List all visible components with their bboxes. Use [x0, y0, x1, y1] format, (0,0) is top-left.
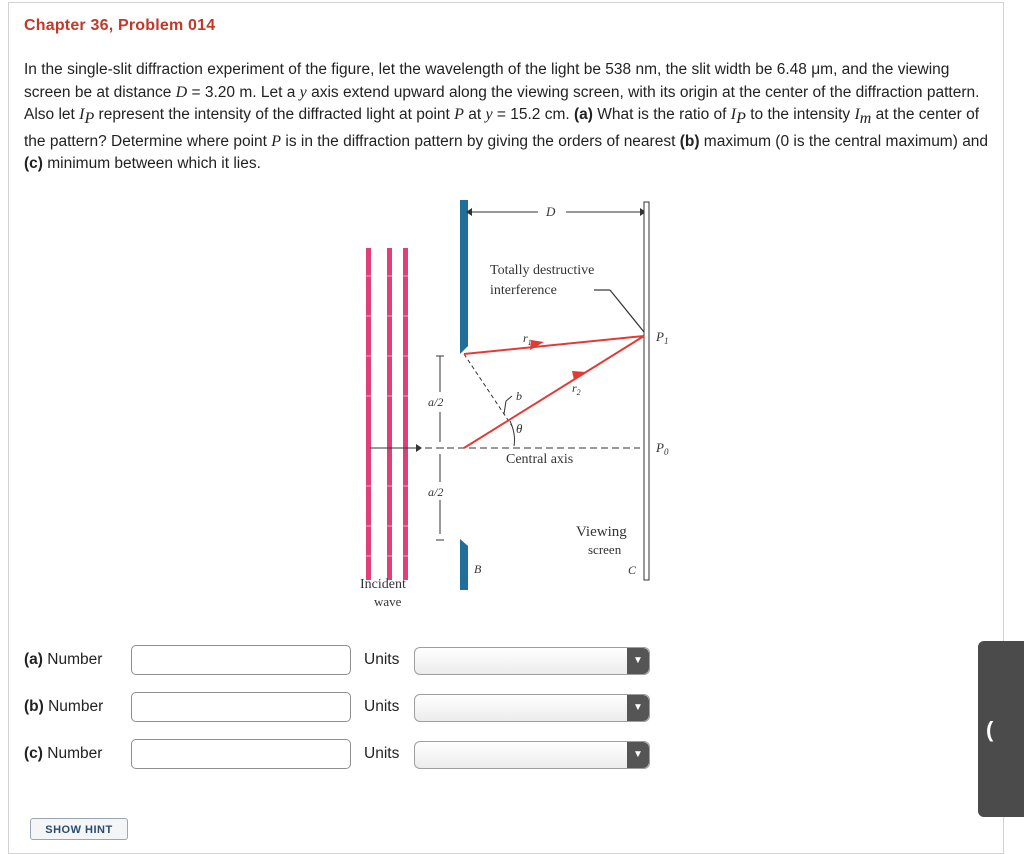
answer-c-input[interactable] [131, 739, 351, 769]
answer-b-input[interactable] [131, 692, 351, 722]
side-panel-tab[interactable] [978, 641, 1024, 817]
theta-label: θ [516, 421, 523, 436]
b-barrier-label: B [474, 562, 482, 576]
p1-label: $P_1$ [656, 329, 669, 346]
b-label: b [516, 389, 522, 403]
slit-barrier [460, 200, 468, 590]
incident-label: Incident [360, 577, 406, 592]
problem-title: Chapter 36, Problem 014 [24, 17, 216, 34]
units-b-label: Units [364, 698, 400, 715]
chevron-down-icon: ▼ [627, 648, 649, 674]
central-axis-label: Central axis [506, 452, 574, 467]
r2-label: $r_2$ [572, 381, 581, 397]
incident-wavefronts [366, 248, 422, 580]
units-b-select[interactable] [414, 694, 650, 722]
r1-label: $r_1$ [523, 331, 532, 347]
chevron-down-icon: ▼ [627, 742, 649, 768]
interference-label: interference [490, 283, 557, 298]
answer-a-input[interactable] [131, 645, 351, 675]
viewing-label: Viewing [576, 524, 627, 540]
path-difference-line [464, 354, 512, 426]
a-half-top-label: a/2 [428, 395, 444, 409]
c-label: C [628, 563, 637, 577]
viewing-screen [644, 202, 649, 580]
problem-statement: In the single-slit diffraction experiment of the figure, let the wavelength of the light be 538 nm, the slit width be 6.48 μm, and the viewing screen be at distance D = 3.20 m. Let a y axis extend upward along the viewing screen, with its origin at the center of the diffraction pattern. Also let $I_P$ represent the intensity of the diffracted light at point P at y = 15.2 cm. (a) What is the ratio of $I_P$ to the intensity $I_m$ at the center of the pattern? Determine where point P is in the diffraction pattern by giving the orders of nearest (b) maximum (0 is the central maximum) and (c) minimum between which it lies. [24, 61, 989, 173]
rays [464, 336, 644, 448]
diffraction-figure [340, 196, 670, 616]
collapse-icon: ( [986, 717, 994, 742]
a-half-bottom-label: a/2 [428, 485, 444, 499]
units-a-label: Units [364, 651, 400, 668]
show-hint-button[interactable]: SHOW HINT [30, 818, 128, 840]
wave-label: wave [374, 594, 402, 609]
p0-label: $P_0$ [656, 440, 669, 457]
screen-label: screen [588, 542, 622, 557]
units-c-select[interactable] [414, 741, 650, 769]
units-c-label: Units [364, 745, 400, 762]
units-a-select[interactable] [414, 647, 650, 675]
distance-label: D [546, 204, 556, 219]
chevron-down-icon: ▼ [627, 695, 649, 721]
destructive-label: Totally destructive [490, 263, 595, 278]
